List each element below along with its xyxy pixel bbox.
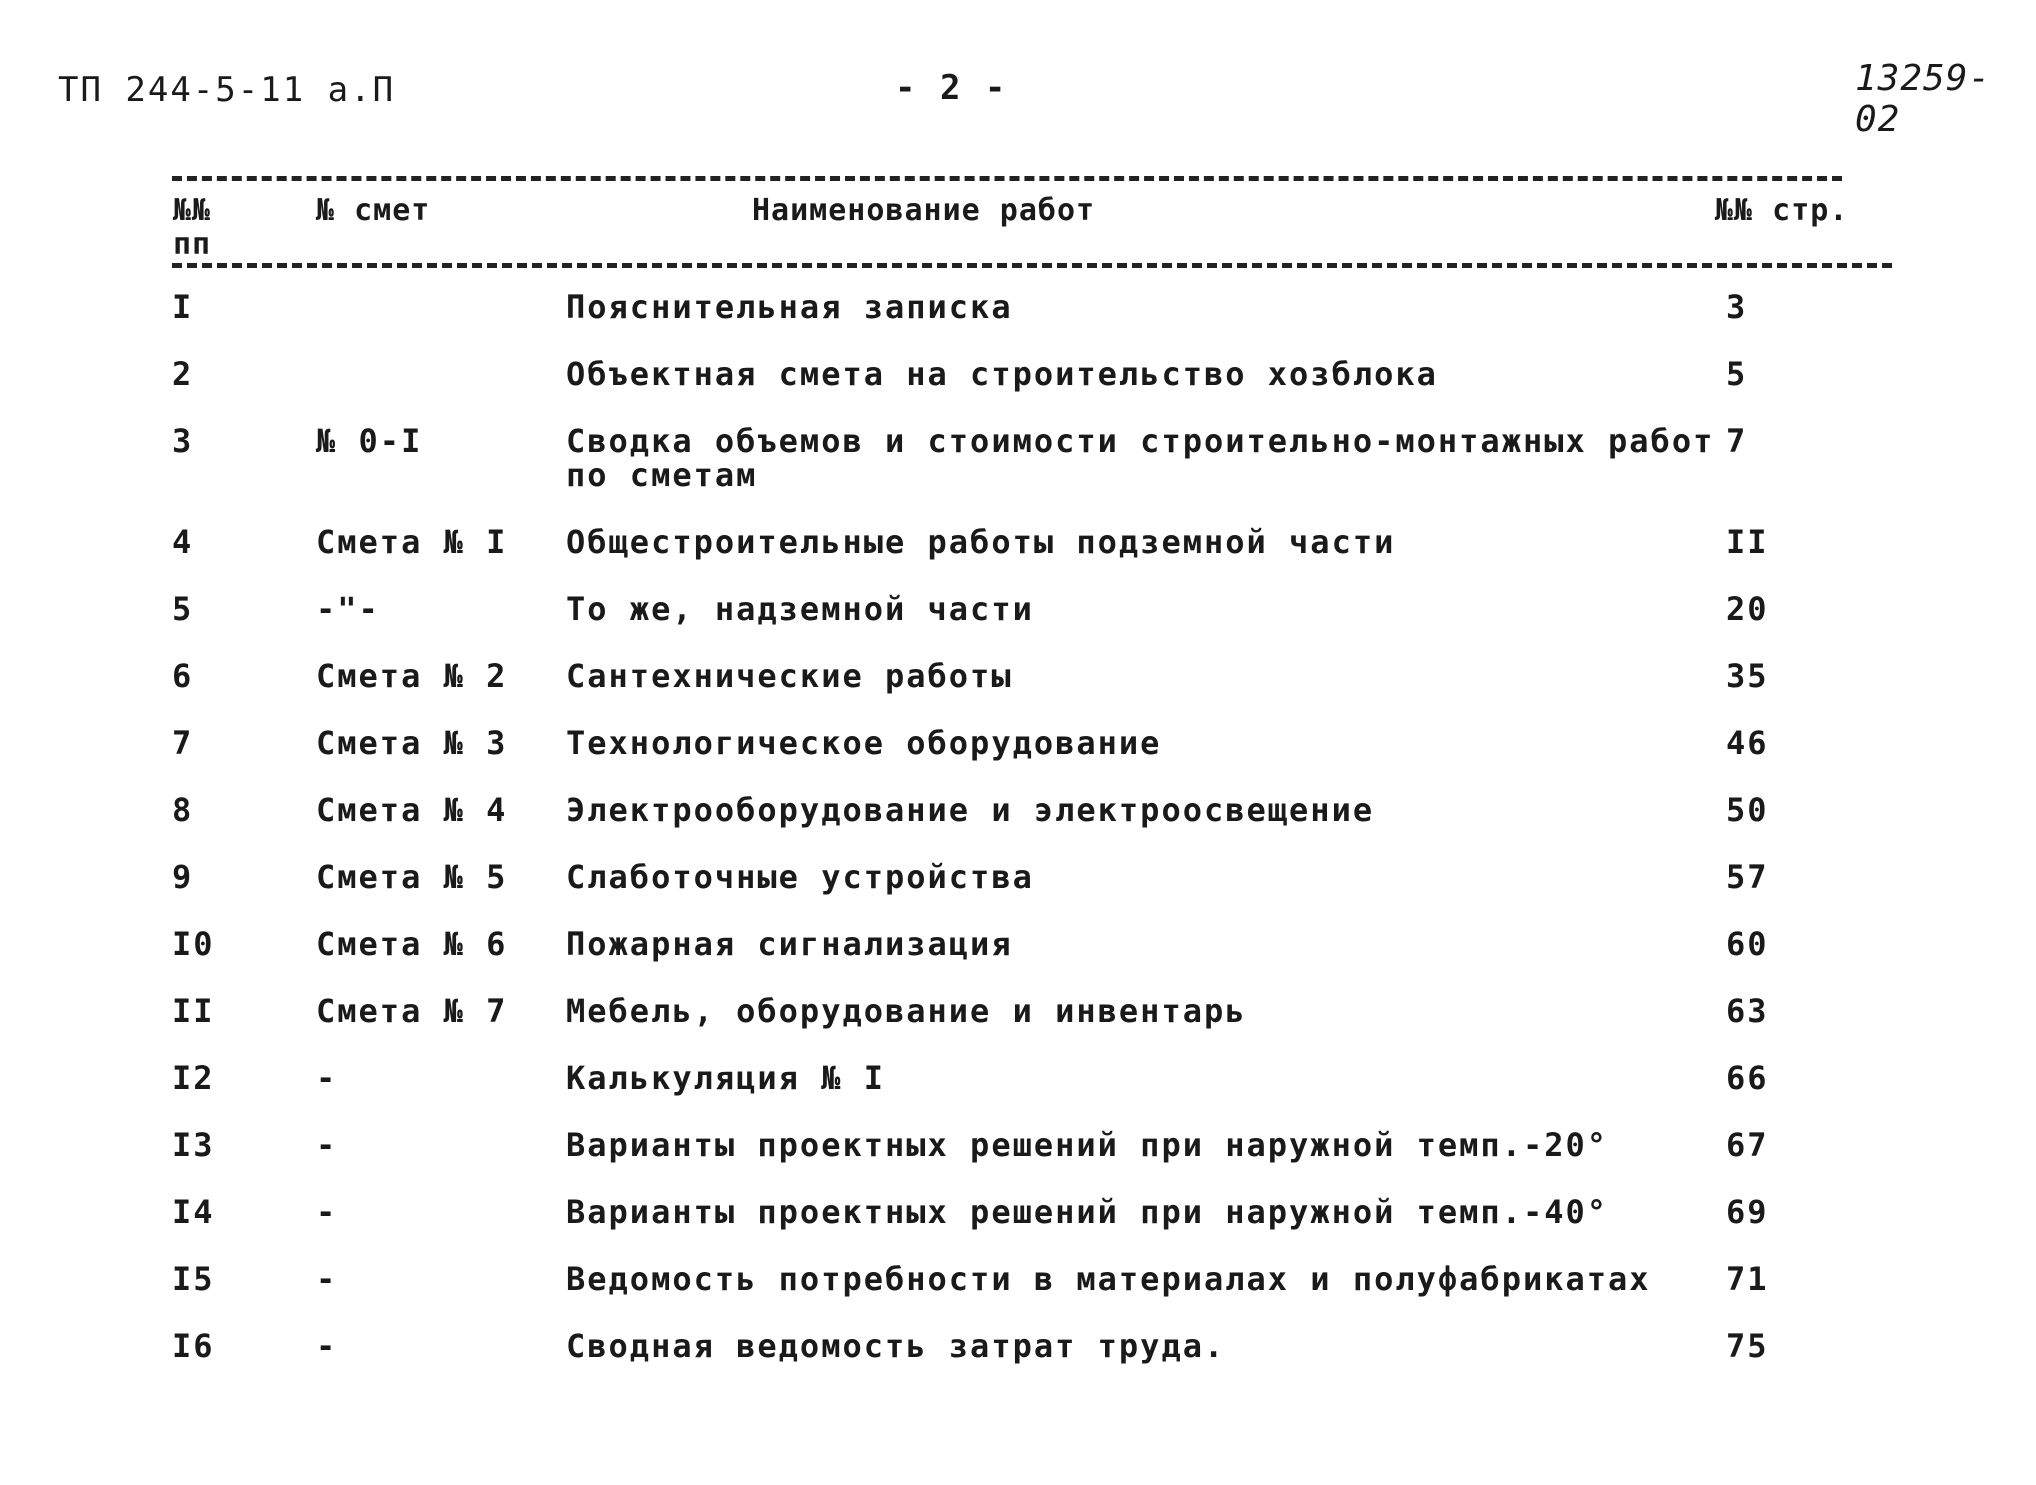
row-estimate: Смета № 5 [316, 858, 508, 896]
column-header-number: №№ пп [173, 193, 212, 262]
row-name: Варианты проектных решений при наружной темп.-40° [566, 1193, 1609, 1231]
row-estimate: Смета № 7 [316, 992, 508, 1030]
row-number: 7 [172, 724, 194, 762]
page-number: - 2 - [895, 68, 1008, 108]
table-row [172, 1195, 1806, 1262]
document-code: ТП 244-5-11 а.П [58, 70, 396, 110]
row-page: 57 [1726, 858, 1769, 896]
row-page: 75 [1726, 1327, 1769, 1365]
row-name: Мебель, оборудование и инвентарь [566, 992, 1247, 1030]
row-page: II [1726, 523, 1769, 561]
table-row [172, 927, 1806, 994]
archive-number: 13259-02 [1855, 58, 1992, 140]
row-number: 9 [172, 858, 194, 896]
row-number: 6 [172, 657, 194, 695]
row-estimate: - [316, 1327, 338, 1365]
row-name: Варианты проектных решений при наружной темп.-20° [566, 1126, 1609, 1164]
column-header-estimate: № смет [316, 193, 431, 228]
row-name: Электрооборудование и электроосвещение [566, 791, 1375, 829]
row-page: 63 [1726, 992, 1769, 1030]
row-estimate: Смета № 4 [316, 791, 508, 829]
table-row [172, 1061, 1806, 1128]
row-name: Общестроительные работы подземной части [566, 523, 1396, 561]
header-rule-top [172, 176, 1842, 181]
row-number: I [172, 288, 194, 326]
header-rule-bottom [172, 263, 1892, 268]
row-page: 7 [1726, 422, 1748, 460]
row-number: 2 [172, 355, 194, 393]
row-page: 20 [1726, 590, 1769, 628]
table-row [172, 357, 1806, 424]
row-number: I6 [172, 1327, 215, 1365]
row-estimate: № 0-I [316, 422, 423, 460]
row-estimate: - [316, 1260, 338, 1298]
row-estimate [316, 357, 566, 424]
table-row [172, 424, 1806, 525]
row-number: 5 [172, 590, 194, 628]
row-page: 46 [1726, 724, 1769, 762]
row-estimate: - [316, 1126, 338, 1164]
row-name: Слаботочные устройства [566, 858, 1034, 896]
row-estimate: - [316, 1193, 338, 1231]
table-row [172, 1128, 1806, 1195]
row-page: 35 [1726, 657, 1769, 695]
row-page: 60 [1726, 925, 1769, 963]
row-page: 50 [1726, 791, 1769, 829]
contents-table-body [172, 290, 1806, 1396]
table-row [172, 659, 1806, 726]
row-page: 5 [1726, 355, 1748, 393]
row-name: Ведомость потребности в материалах и полуфабрикатах [566, 1260, 1651, 1298]
row-number: II [172, 992, 215, 1030]
contents-table [172, 290, 1806, 1396]
table-row [172, 1262, 1806, 1329]
row-estimate: Смета № 2 [316, 657, 508, 695]
row-number: I2 [172, 1059, 215, 1097]
row-estimate: -"- [316, 590, 380, 628]
row-page: 66 [1726, 1059, 1769, 1097]
table-row [172, 726, 1806, 793]
row-number: I4 [172, 1193, 215, 1231]
row-estimate [316, 290, 566, 357]
row-page: 67 [1726, 1126, 1769, 1164]
row-name: Объектная смета на строительство хозблока [566, 355, 1438, 393]
row-estimate: Смета № I [316, 523, 508, 561]
table-row [172, 290, 1806, 357]
row-number: 3 [172, 422, 194, 460]
row-name: Пожарная сигнализация [566, 925, 1013, 963]
table-row [172, 860, 1806, 927]
row-page: 69 [1726, 1193, 1769, 1231]
row-number: 8 [172, 791, 194, 829]
row-name: Технологическое оборудование [566, 724, 1162, 762]
table-row [172, 793, 1806, 860]
column-header-name: Наименование работ [752, 193, 1096, 228]
column-header-page: №№ стр. [1715, 193, 1849, 228]
row-name: То же, надземной части [566, 590, 1034, 628]
row-name: Калькуляция № I [566, 1059, 885, 1097]
row-number: 4 [172, 523, 194, 561]
row-estimate: Смета № 6 [316, 925, 508, 963]
row-name: Пояснительная записка [566, 288, 1013, 326]
row-page: 71 [1726, 1260, 1769, 1298]
row-name: Сводная ведомость затрат труда. [566, 1327, 1226, 1365]
table-row [172, 1329, 1806, 1396]
row-number: I0 [172, 925, 215, 963]
table-row [172, 592, 1806, 659]
row-name: Сводка объемов и стоимости строительно-монтажных работ по сметам [566, 422, 1715, 494]
row-estimate: Смета № 3 [316, 724, 508, 762]
row-number: I5 [172, 1260, 215, 1298]
table-row [172, 994, 1806, 1061]
table-row [172, 525, 1806, 592]
row-name: Сантехнические работы [566, 657, 1013, 695]
row-page: 3 [1726, 288, 1748, 326]
row-number: I3 [172, 1126, 215, 1164]
row-estimate: - [316, 1059, 338, 1097]
